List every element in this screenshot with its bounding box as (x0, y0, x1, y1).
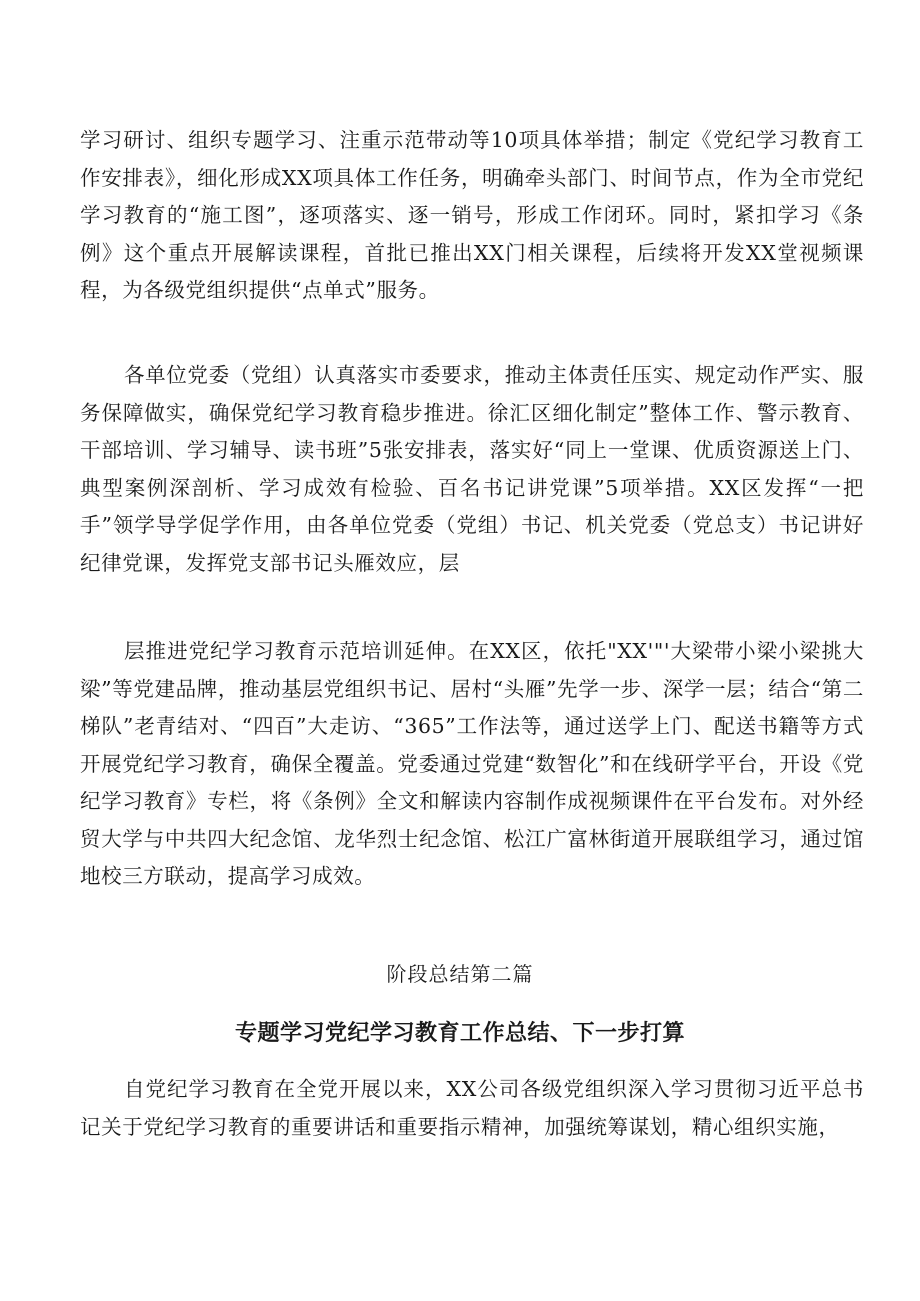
paragraph-3: 层推进党纪学习教育示范培训延伸。在XX区，依托"XX'"'大梁带小梁小梁挑大梁”等党建品牌，推动基层党组织书记、居村“头雁”先学一步、深学一层；结合“第二梯队”老青结对、“四百”大走访、“365”工作法等，通过送学上门、配送书籍等方式开展党纪学习教育，确保全覆盖。党委通过党建“数智化”和在线研学平台，开设《党纪学习教育》专栏，将《条例》全文和解读内容制作成视频课件在平台发布。对外经贸大学与中共四大纪念馆、龙华烈士纪念馆、松江广富林街道开展联组学习，通过馆地校三方联动，提高学习成效。 (80, 639, 864, 888)
paragraph-2: 各单位党委（党组）认真落实市委要求，推动主体责任压实、规定动作严实、服务保障做实，确保党纪学习教育稳步推进。徐汇区细化制定”整体工作、警示教育、干部培训、学习辅导、读书班”5张安排表，落实好“同上一堂课、优质资源送上门、典型案例深剖析、学习成效有检验、百名书记讲党课”5项举措。XX区发挥“一把手”领学导学促学作用，由各单位党委（党组）书记、机关党委（党总支）书记讲好纪律党课，发挥党支部书记头雁效应，层 (80, 363, 864, 575)
paragraph-1: 学习研讨、组织专题学习、注重示范带动等10项具体举措；制定《党纪学习教育工作安排表》，细化形成XX项具体工作任务，明确牵头部门、时间节点，作为全市党纪学习教育的“施工图”，逐项落实、逐一销号，形成工作闭环。同时，紧扣学习《条例》这个重点开展解读课程，首批已推出XX门相关课程，后续将开发XX堂视频课程，为各级党组织提供“点单式”服务。 (80, 128, 864, 302)
section-label: 阶段总结第二篇 (386, 962, 534, 986)
section-title: 专题学习党纪学习教育工作总结、下一步打算 (234, 1021, 685, 1046)
closing-paragraph: 自党纪学习教育在全党开展以来，XX公司各级党组织深入学习贯彻习近平总书记关于党纪学习教育的重要讲话和重要指示精神，加强统筹谋划，精心组织实施， (80, 1077, 864, 1139)
